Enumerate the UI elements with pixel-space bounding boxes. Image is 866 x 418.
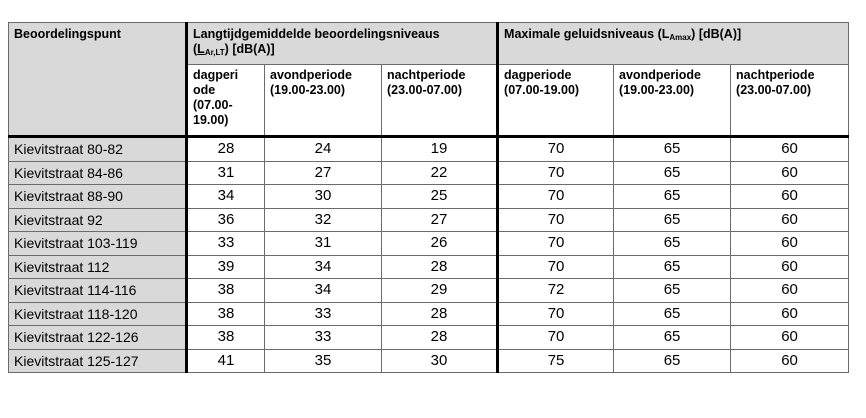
cell-value: 22: [382, 161, 498, 185]
table-row: [9, 279, 849, 303]
cell-value: 65: [614, 208, 731, 232]
period-name: nachtperiode: [736, 68, 815, 82]
cell-value: 26: [382, 232, 498, 256]
row-beoordelingspunt: Kievitstraat 122-126: [9, 326, 187, 350]
cell-value: 33: [265, 302, 382, 326]
cell-value: 34: [187, 185, 265, 209]
row-beoordelingspunt: Kievitstraat 84-86: [9, 161, 187, 185]
cell-value: 70: [498, 185, 614, 209]
header-lar-subscript: Ar,LT: [204, 48, 225, 57]
cell-value: 65: [614, 137, 731, 162]
cell-value: 60: [731, 232, 849, 256]
row-beoordelingspunt: Kievitstraat 92: [9, 208, 187, 232]
cell-value: 25: [382, 185, 498, 209]
header-period-nacht-1: [382, 65, 498, 137]
period-name: dagperi ode: [193, 68, 239, 97]
cell-value: 70: [498, 255, 614, 279]
row-beoordelingspunt: Kievitstraat 118-120: [9, 302, 187, 326]
table-row: [9, 208, 849, 232]
cell-value: 39: [187, 255, 265, 279]
header-period-avond-2: [614, 65, 731, 137]
header-period-dag-1: [187, 65, 265, 137]
cell-value: 33: [187, 232, 265, 256]
cell-value: 32: [265, 208, 382, 232]
table-row: [9, 326, 849, 350]
cell-value: 70: [498, 326, 614, 350]
cell-value: 70: [498, 302, 614, 326]
cell-value: 31: [265, 232, 382, 256]
cell-value: 70: [498, 208, 614, 232]
period-time: (19.00-23.00): [270, 83, 346, 97]
period-time: (19.00-23.00): [619, 83, 695, 97]
header-langtijdgemiddelde: Langtijdgemiddelde beoordelingsniveaus $(L_{Ar,LT})$ [dB(A)]: [187, 23, 498, 65]
header-maximale-geluidsniveaus: Maximale geluidsniveaus $(L_{Amax})$ [dB(A)]: [498, 23, 849, 65]
period-name: avondperiode: [619, 68, 701, 82]
cell-value: 72: [498, 279, 614, 303]
cell-value: 65: [614, 232, 731, 256]
cell-value: 30: [382, 349, 498, 373]
row-beoordelingspunt: Kievitstraat 88-90: [9, 185, 187, 209]
noise-level-table: [8, 22, 849, 373]
cell-value: 60: [731, 208, 849, 232]
cell-value: 33: [265, 326, 382, 350]
header-langtijdgemiddelde-unit: [dB(A)]: [232, 42, 275, 56]
row-beoordelingspunt: Kievitstraat 114-116: [9, 279, 187, 303]
cell-value: 60: [731, 349, 849, 373]
header-maximale-unit: [dB(A)]: [698, 27, 742, 41]
table-row: [9, 255, 849, 279]
table-row: [9, 137, 849, 162]
cell-value: 65: [614, 161, 731, 185]
cell-value: 27: [382, 208, 498, 232]
cell-value: 65: [614, 349, 731, 373]
header-lar-symbol: L: [197, 42, 205, 56]
cell-value: 34: [265, 279, 382, 303]
header-period-dag-2: [498, 65, 614, 137]
table-row: [9, 232, 849, 256]
cell-value: 31: [187, 161, 265, 185]
header-period-avond-1: [265, 65, 382, 137]
row-beoordelingspunt: Kievitstraat 103-119: [9, 232, 187, 256]
cell-value: 41: [187, 349, 265, 373]
row-beoordelingspunt: Kievitstraat 112: [9, 255, 187, 279]
cell-value: 60: [731, 255, 849, 279]
cell-value: 65: [614, 185, 731, 209]
period-time: (23.00-07.00): [387, 83, 463, 97]
cell-value: 70: [498, 137, 614, 162]
cell-value: 60: [731, 326, 849, 350]
header-langtijdgemiddelde-title: Langtijdgemiddelde beoordelingsniveaus: [193, 27, 440, 41]
cell-value: 60: [731, 302, 849, 326]
row-beoordelingspunt: Kievitstraat 80-82: [9, 137, 187, 162]
cell-value: 24: [265, 137, 382, 162]
header-lamax-subscript: Amax: [669, 33, 692, 42]
table-row: [9, 302, 849, 326]
cell-value: 29: [382, 279, 498, 303]
period-name: dagperiode: [504, 68, 572, 82]
cell-value: 28: [382, 255, 498, 279]
table-row: [9, 161, 849, 185]
cell-value: 70: [498, 232, 614, 256]
cell-value: 28: [187, 137, 265, 162]
cell-value: 60: [731, 137, 849, 162]
cell-value: 28: [382, 326, 498, 350]
period-time: (07.00-19.00): [193, 98, 233, 127]
cell-value: 70: [498, 161, 614, 185]
cell-value: 65: [614, 279, 731, 303]
cell-value: 28: [382, 302, 498, 326]
header-maximale-title: Maximale geluidsniveaus: [504, 27, 655, 41]
table-row: [9, 185, 849, 209]
period-time: (07.00-19.00): [504, 83, 580, 97]
period-time: (23.00-07.00): [736, 83, 812, 97]
cell-value: 38: [187, 279, 265, 303]
table-row: [9, 349, 849, 373]
header-lamax-symbol: L: [661, 27, 670, 41]
cell-value: 38: [187, 302, 265, 326]
cell-value: 27: [265, 161, 382, 185]
cell-value: 30: [265, 185, 382, 209]
period-name: avondperiode: [270, 68, 352, 82]
cell-value: 75: [498, 349, 614, 373]
period-name: nachtperiode: [387, 68, 466, 82]
cell-value: 65: [614, 326, 731, 350]
cell-value: 36: [187, 208, 265, 232]
header-beoordelingspunt: Beoordelingspunt: [9, 23, 187, 137]
cell-value: 60: [731, 279, 849, 303]
row-beoordelingspunt: Kievitstraat 125-127: [9, 349, 187, 373]
header-period-nacht-2: [731, 65, 849, 137]
cell-value: 34: [265, 255, 382, 279]
cell-value: 35: [265, 349, 382, 373]
table-body: [9, 137, 849, 373]
cell-value: 60: [731, 161, 849, 185]
cell-value: 38: [187, 326, 265, 350]
cell-value: 65: [614, 255, 731, 279]
cell-value: 19: [382, 137, 498, 162]
cell-value: 65: [614, 302, 731, 326]
cell-value: 60: [731, 185, 849, 209]
